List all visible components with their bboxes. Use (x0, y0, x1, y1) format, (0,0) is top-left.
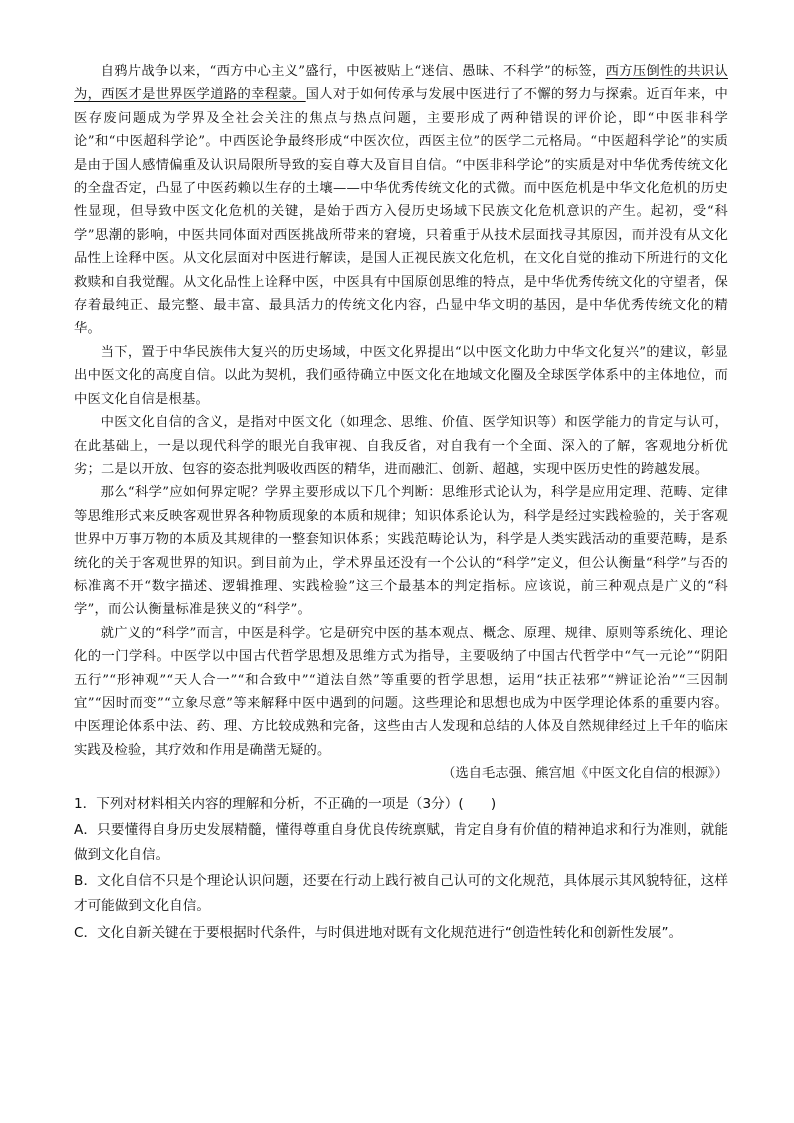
option-c[interactable]: C．文化自新关键在于要根据时代条件，与时俱进地对既有文化规范进行“创造性转化和创新性发展”。 (74, 924, 683, 941)
underlined-sentence: 西方压倒性的共识认为，西医才是世界医学道路的幸程蒙。 (74, 64, 728, 103)
reading-passage (74, 60, 728, 786)
source-citation: （选自毛志强、熊宫旭《中医文化自信的根源》） (442, 766, 728, 782)
paragraph-4: 那么“科学”应如何界定呢？学界主要形成以下几个判断：思维形式论认为，科学是应用定理、范畴、定律等思维形式来反映客观世界各种物质现象的本质和规律；知识体系论认为，科学是经过实践检验的，关于客观世界中万事万物的本质及其规律的一整套知识体系；实践范畴论认为，科学是人类实践活动的重要范畴，是系统化的关于客观世界的知识。到目前为止，学术界虽还没有一个公认的“科学”定义，但公认衡量“科学”与否的标准离不开“数字描述、逻辑推理、实践检验”这三个最基本的判定指标。应该说，前三种观点是广义的“科学”，而公认衡量标准是狭义的“科学”。 (74, 485, 728, 618)
paragraph-1-rest: 国人对于如何传承与发展中医进行了不懈的努力与探索。近百年来，中医存废问题成为学界及全社会关注的焦点与热点问题，主要形成了两种错误的评价论，即“中医非科学论”和“中医超科学论”。中西医论争最终形成“中医次位，西医主位”的医学二元格局。“中医超科学论”的实质是由于国人感情偏重及认识局限所导致的妄自尊大及盲目自信。“中医非科学论”的实质是对中华优秀传统文化的全盘否定，凸显了中医药赖以生存的土壤——中华优秀传统文化的式微。而中医危机是中华文化危机的历史性显现，但导致中医文化危机的关键，是始于西方入侵历史场域下民族文化危机意识的产生。起初，受“科学”思潮的影响，中医共同体面对西医挑战所带来的窘境，只着重于从技术层面找寻其原因，而并没有从文化品性上诠释中医。从文化层面对中医进行解读，是国人正视民族文化危机，在文化自觉的推动下所进行的文化救赎和自我觉醒。从文化品性上诠释中医，中医具有中国原创思维的特点，是中华优秀传统文化的守望者，保存着最纯正、最完整、最丰富、最具活力的传统文化内容，凸显中华文明的基因，是中华优秀传统文化的精华。 (74, 87, 728, 337)
paragraph-2: 当下，置于中华民族伟大复兴的历史场域，中医文化界提出“以中医文化助力中华文化复兴”的建议，彰显出中医文化的高度自信。以此为契机，我们亟待确立中医文化在地域文化圈及全球医学体系中的主体地位，而中医文化自信是根基。 (74, 344, 728, 407)
question-1 (74, 792, 728, 946)
paragraph-1-lead: 自鸦片战争以来，“西方中心主义”盛行，中医被贴上“迷信、愚昧、不科学”的标签， (100, 64, 606, 79)
option-b[interactable]: B．文化自信不只是个理论认识问题，还要在行动上践行被自己认可的文化规范，具体展示其风貌特征，这样才可能做到文化自信。 (74, 873, 728, 914)
question-stem: 1．下列对材料相关内容的理解和分析，不正确的一项是（3分）( ) (74, 795, 497, 812)
paragraph-5: 就广义的“科学”而言，中医是科学。它是研究中医的基本观点、概念、原理、规律、原则等系统化、理论化的一门学科。中医学以中国古代哲学思想及思维方式为指导，主要吸纳了中国古代哲学中“气一元论”“阴阳五行”“形神观”“天人合一”“和合致中”“道法自然”等重要的哲学思想，运用“扶正祛邪”“辨证论治”“三因制宜”“因时而变”“立象尽意”等来解释中医中遇到的问题。这些理论和思想也成为中医学理论体系的重要内容。中医理论体系中法、药、理、方比较成熟和完备，这些由古人发现和总结的人体及自然规律经过上千年的临床实践及检验，其疗效和作用是确凿无疑的。 (74, 625, 728, 758)
paragraph-1 (74, 60, 728, 341)
option-a[interactable]: A．只要懂得自身历史发展精髓，懂得尊重自身优良传统禀赋，肯定自身有价值的精神追求和行为准则，就能做到文化自信。 (74, 822, 728, 863)
paragraph-3: 中医文化自信的含义，是指对中医文化（如理念、思维、价值、医学知识等）和医学能力的肯定与认可，在此基础上，一是以现代科学的眼光自我审视、自我反省，对自我有一个全面、深入的了解，客观地分析优劣；二是以开放、包容的姿态批判吸收西医的精华，进而融汇、创新、超越，实现中医历史性的跨越发展。 (74, 415, 728, 477)
